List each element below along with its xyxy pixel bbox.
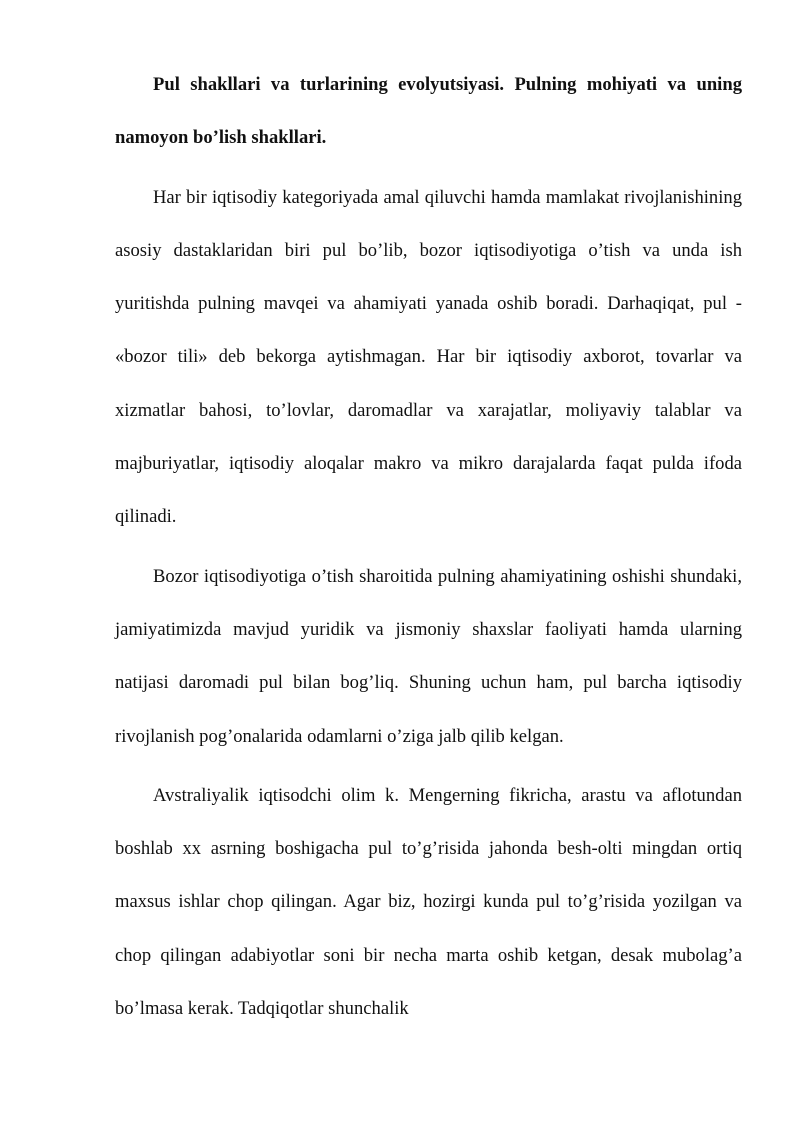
paragraph-1: Har bir iqtisodiy kategoriyada amal qiluvchi hamda mamlakat rivojlanishining asosiy dastaklaridan biri pul bo’lib, bozor iqtisodiyotiga o’tish va unda ish yuritishda pulning mavqei va ahamiyati yanada oshib boradi. Darhaqiqat, pul - «bozor tili» deb bekorga aytishmagan. Har bir iqtisodiy axborot, tovarlar va xizmatlar bahosi, to’lovlar, daromadlar va xarajatlar, moliyaviy talablar va majburiyatlar, iqtisodiy aloqalar makro va mikro darajalarda faqat pulda ifoda qilinadi. (115, 186, 742, 528)
document-page (115, 58, 742, 1035)
document-heading: Pul shakllari va turlarining evolyutsiyasi. Pulning mohiyati va uning namoyon bo’lish shakllari. (115, 74, 742, 149)
paragraph-3: Avstraliyalik iqtisodchi olim k. Mengerning fikricha, arastu va aflotundan boshlab xx asrning boshigacha pul to’g’risida jahonda besh-olti mingdan ortiq maxsus ishlar chop qilingan. Agar biz, hozirgi kunda pul to’g’risida yozilgan va chop qilingan adabiyotlar soni bir necha marta oshib ketgan, desak mubolag’a bo’lmasa kerak. Tadqiqotlar shunchalik (115, 784, 742, 1020)
paragraph-2: Bozor iqtisodiyotiga o’tish sharoitida pulning ahamiyatining oshishi shundaki, jamiyatimizda mavjud yuridik va jismoniy shaxslar faoliyati hamda ularning natijasi daromadi pul bilan bog’liq. Shuning uchun ham, pul barcha iqtisodiy rivojlanish pog’onalarida odamlarni o’ziga jalb qilib kelgan. (115, 565, 742, 747)
